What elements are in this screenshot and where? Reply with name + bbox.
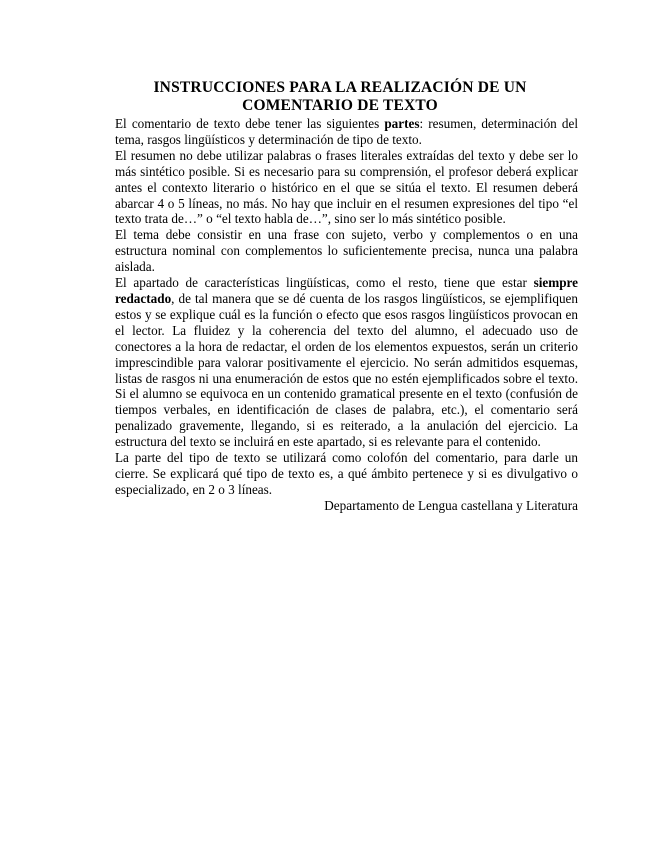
title-line-2: COMENTARIO DE TEXTO [242,97,438,114]
paragraph-theme: El tema debe consistir en una frase con sujeto, verbo y complementos o en una estructura nominal con complementos lo suficientemente precisa, nunca una palabra aislada. [115,227,578,275]
document-body [115,116,578,514]
paragraph-summary: El resumen no debe utilizar palabras o frases literales extraídas del texto y debe ser lo más sintético posible. Si es necesario para su comprensión, el profesor deberá explicar antes el contexto literario o histórico en el que se sitúa el texto. El resumen deberá abarcar 4 o 5 líneas, no más. No hay que incluir en el resumen expresiones del tipo “el texto trata de…” o “el texto habla de…”, sino ser lo más sintético posible. [115,147,578,227]
paragraph-linguistic-bold: siempre redactado [115,275,578,306]
paragraph-parts-bold: partes [384,116,420,131]
paragraph-parts-rest: : resumen, determinación del tema, rasgos lingüísticos y determinación de tipo de texto. [115,116,578,147]
document-title [100,79,580,115]
paragraph-linguistic-rest: , de tal manera que se dé cuenta de los rasgos lingüísticos, se ejemplifiquen estos y se explique cuál es la función o efecto que esos rasgos lingüísticos provocan en el lector. La fluidez y la coherencia del texto del alumno, el adecuado uso de conectores a la hora de redactar, el orden de los elementos expuestos, serán un criterio imprescindible para valorar positivamente el ejercicio. No serán admitidos esquemas, listas de rasgos ni una enumeración de estos que no estén ejemplificados sobre el texto. Si el alumno se equivoca en un contenido gramatical presente en el texto (confusión de tiempos verbales, en identificación de clases de palabra, etc.), el comentario será penalizado gravemente, llegando, si es reiterado, a la anulación del ejercicio. La estructura del texto se incluirá en este apartado, si es relevante para el contenido. [115,290,578,450]
paragraph-parts-intro: El comentario de texto debe tener las siguientes [115,116,385,131]
paragraph-text-type: La parte del tipo de texto se utilizará como colofón del comentario, para darle un cierre. Se explicará qué tipo de texto es, a qué ámbito pertenece y si es divulgativo o especializado, en 2 o 3 líneas. [115,450,578,497]
department-signature: Departamento de Lengua castellana y Literatura [324,497,578,513]
title-line-1: INSTRUCCIONES PARA LA REALIZACIÓN DE UN [153,79,527,96]
paragraph-parts [115,116,578,148]
paragraph-linguistic-intro: El apartado de características lingüísticas, como el resto, tiene que estar [115,275,534,291]
paragraph-linguistic-features [115,275,578,450]
